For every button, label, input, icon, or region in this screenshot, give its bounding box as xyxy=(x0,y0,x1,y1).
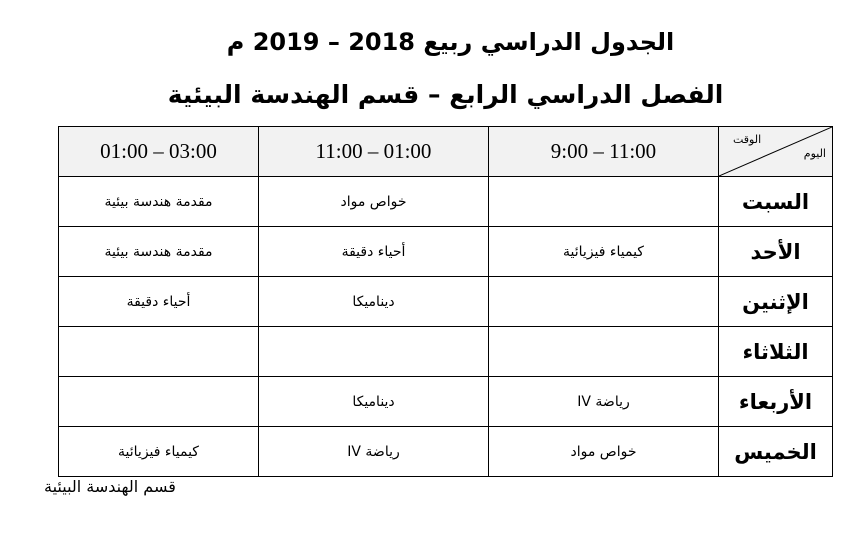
table-header-row xyxy=(59,127,833,177)
day-label: الخميس xyxy=(719,427,833,477)
table-row xyxy=(59,177,833,227)
table-row xyxy=(59,277,833,327)
course-cell: ديناميكا xyxy=(259,277,489,327)
course-cell xyxy=(489,177,719,227)
course-cell xyxy=(59,377,259,427)
time-slot-header: 01:00 – 03:00 xyxy=(59,127,259,177)
course-cell: كيمياء فيزيائية xyxy=(59,427,259,477)
course-cell: ديناميكا xyxy=(259,377,489,427)
day-label: الأربعاء xyxy=(719,377,833,427)
table-row xyxy=(59,227,833,277)
course-cell: خواص مواد xyxy=(259,177,489,227)
course-cell: مقدمة هندسة بيئية xyxy=(59,177,259,227)
day-label: الثلاثاء xyxy=(719,327,833,377)
schedule-subtitle: الفصل الدراسي الرابع – قسم الهندسة البيئية xyxy=(167,80,724,109)
schedule-title: الجدول الدراسي ربيع 2018 – 2019 م xyxy=(226,28,675,56)
course-cell: رياضة IV xyxy=(259,427,489,477)
corner-time-label: الوقت xyxy=(733,133,762,146)
corner-header-cell xyxy=(719,127,833,177)
corner-day-label: اليوم xyxy=(803,147,826,160)
table-row xyxy=(59,377,833,427)
day-label: السبت xyxy=(719,177,833,227)
course-cell: كيمياء فيزيائية xyxy=(489,227,719,277)
course-cell: أحياء دقيقة xyxy=(59,277,259,327)
day-label: الأحد xyxy=(719,227,833,277)
course-cell xyxy=(59,327,259,377)
time-slot-header: 11:00 – 01:00 xyxy=(259,127,489,177)
course-cell: أحياء دقيقة xyxy=(259,227,489,277)
table-row xyxy=(59,427,833,477)
course-cell: رياضة IV xyxy=(489,377,719,427)
course-cell xyxy=(489,277,719,327)
course-cell: خواص مواد xyxy=(489,427,719,477)
course-cell xyxy=(259,327,489,377)
course-cell xyxy=(489,327,719,377)
table-row xyxy=(59,327,833,377)
schedule-table xyxy=(58,126,833,477)
time-slot-header: 9:00 – 11:00 xyxy=(489,127,719,177)
day-label: الإثنين xyxy=(719,277,833,327)
department-footer: قسم الهندسة البيئية xyxy=(44,477,176,496)
course-cell: مقدمة هندسة بيئية xyxy=(59,227,259,277)
